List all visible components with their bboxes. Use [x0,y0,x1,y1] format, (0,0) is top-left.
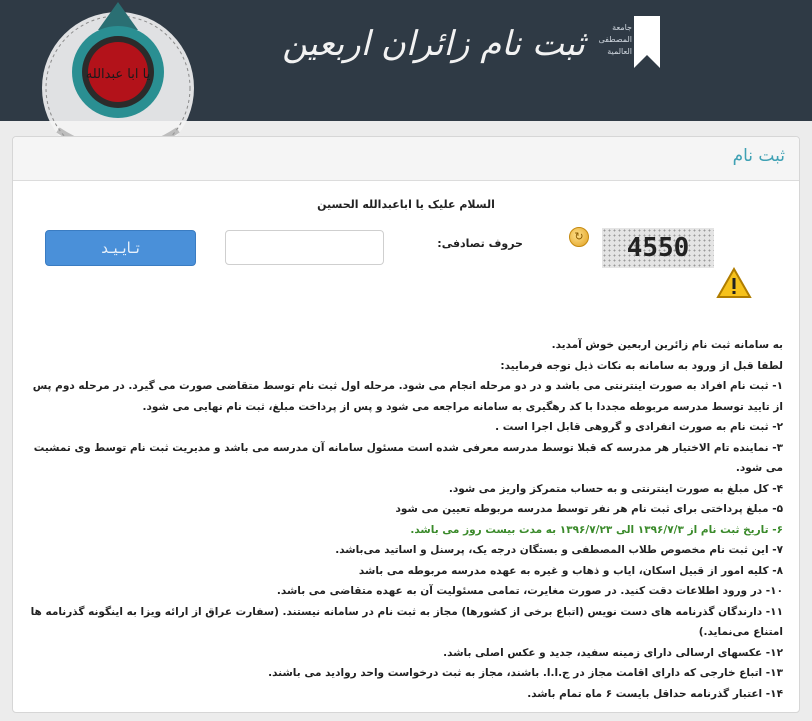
captcha-label: حروف تصادفی: [437,237,523,250]
rule-item: ۴- کل مبلغ به صورت اینترنتی و به حساب متمرکز واریز می شود. [448,482,783,495]
rules-list [27,335,783,704]
card-title: ثبت نام [732,146,785,166]
rule-item: ۱۲- عکسهای ارسالی دارای زمینه سفید، جدید و عکس اصلی باشد. [443,646,783,659]
refresh-captcha-icon[interactable]: ↻ [569,227,589,247]
rule-item: ۱۱- دارندگان گذرنامه های دست نویس (اتباع برخی از کشورها) مجاز به ثبت نام در سامانه نیستند. (سفارت عراق از ارائه ویزا به اینگونه گذرنامه ها امتناع می‌نماید.) [30,605,783,638]
captcha-image: 4550 [602,228,714,268]
card-header [13,137,799,181]
rule-item: ۱- ثبت نام افراد به صورت اینترنتی می باشد و در دو مرحله انجام می شود. مرحله اول ثبت نام توسط متقاضی صورت می گیرد. در مرحله دوم پس از تایید توسط مدرسه مربوطه مجددا با کد رهگیری به سامانه مراجعه می شود و پس از پرداخت مبلغ، ثبت نام نهایی می شود. [32,380,783,413]
site-title: ثبت نام زائران اربعین [282,24,585,64]
rules-intro: به سامانه ثبت نام زائرین اربعین خوش آمدید. [551,339,783,351]
university-logo [590,16,660,74]
warning-icon [716,267,752,299]
university-logo-mark [634,16,660,68]
submit-button[interactable]: تـایـیـد [45,230,196,266]
rule-item: ۱۴- اعتبار گذرنامه حداقل بایست ۶ ماه تمام باشد. [527,687,783,700]
rule-item: ۳- نماینده تام الاختیار هر مدرسه که قبلا توسط مدرسه معرفی شده است مسئول سامانه آن مدرسه می باشد و مدیریت ثبت نام توسط وی تمشیت می شود. [33,441,783,474]
rule-item: ۱۰- در ورود اطلاعات دقت کنید. در صورت مغایرت، تمامی مسئولیت آن به عهده متقاضی می باشد. [276,585,783,597]
rule-item: ۷- این ثبت نام مخصوص طلاب المصطفی و بستگان درجه یک، پرسنل و اساتید می‌باشد. [335,544,783,556]
rule-item: ۱۳- اتباع خارجی که دارای اقامت مجاز در ج.ا.ا. باشند، مجاز به ثبت درخواست واحد روادید می باشند. [268,667,783,679]
registration-card [12,136,800,713]
rule-item: ۵- مبلغ پرداختی برای ثبت نام هر نفر توسط مدرسه مربوطه تعیین می شود [395,503,783,515]
rule-item: ۲- ثبت نام به صورت انفرادی و گروهی قابل اجرا است . [495,421,783,433]
university-logo-text: جامعة المصطفی العالمیة [598,23,632,56]
emblem-text: یا ابا عبدالله [85,67,151,82]
greeting-text: السلام علیک یا اباعبدالله الحسین [317,198,495,211]
captcha-input[interactable] [225,230,384,265]
rule-item: ۸- کلیه امور از قبیل اسکان، ایاب و ذهاب و غیره به عهده مدرسه مربوطه می باشد [358,564,783,577]
rules-note: لطفا قبل از ورود به سامانه به نکات ذیل توجه فرمایید: [500,359,783,372]
rule-item-registration-dates: ۶- تاریخ ثبت نام از ۱۳۹۶/۷/۳ الی ۱۳۹۶/۷/۲۳ به مدت بیست روز می باشد. [410,523,783,536]
